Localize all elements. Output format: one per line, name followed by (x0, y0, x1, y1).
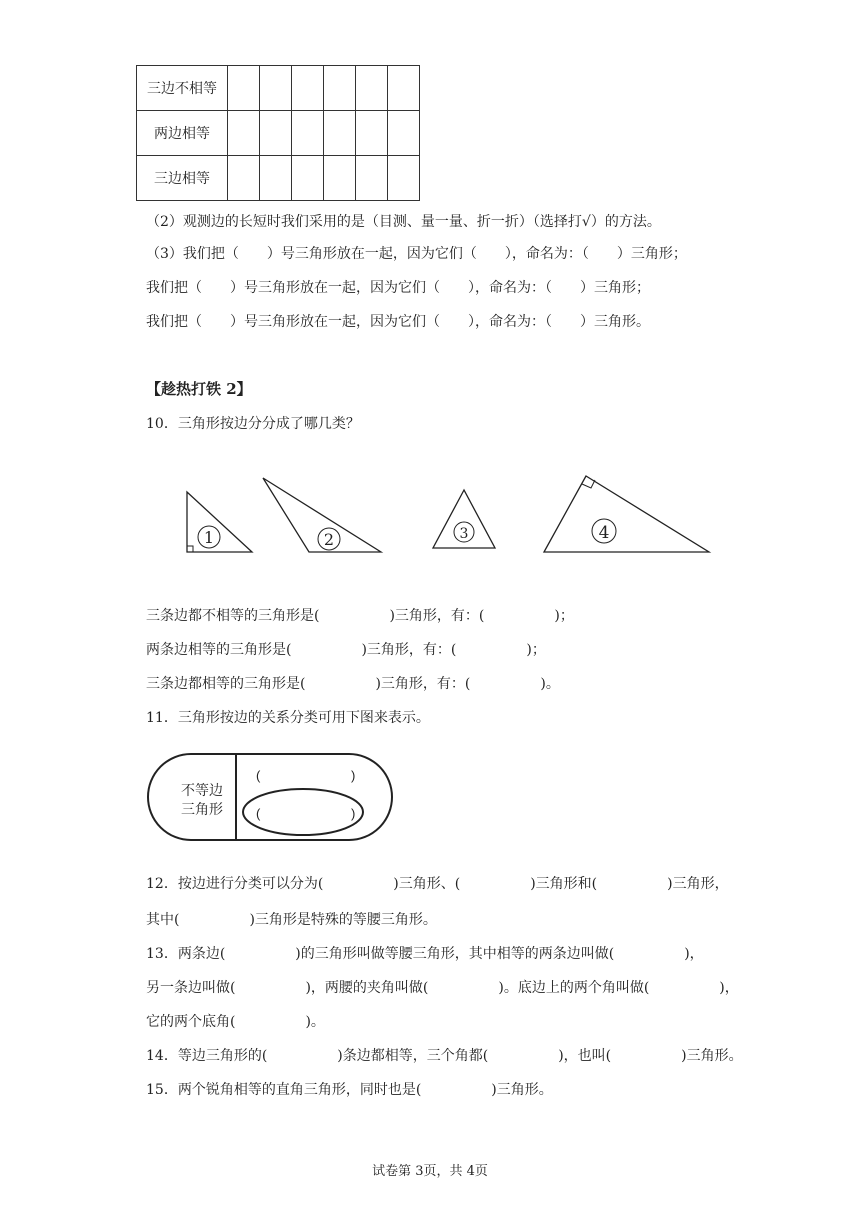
triangles-figure (180, 470, 720, 562)
blank-cell[interactable] (356, 111, 388, 156)
blank-cell[interactable] (260, 156, 292, 201)
question-12-line-2: 其中( )三角形是特殊的等腰三角形。 (146, 912, 437, 928)
question-13-line-2: 另一条边叫做( )，两腰的夹角叫做( )。底边上的两个角叫做( )， (146, 980, 739, 996)
blank-cell[interactable] (292, 111, 324, 156)
triangle-label-1: 1 (203, 528, 215, 547)
blank-cell[interactable] (388, 156, 420, 201)
question-13-line-3: 它的两个底角( )。 (146, 1014, 325, 1030)
row-label: 三边不相等 (137, 66, 228, 111)
blank-cell[interactable] (260, 66, 292, 111)
triangle-4 (544, 476, 709, 552)
blank-cell[interactable] (324, 156, 356, 201)
question-10-line-3: 三条边都相等的三角形是( )三角形，有：( )。 (146, 676, 560, 692)
blank-cell[interactable] (260, 111, 292, 156)
blank-cell[interactable] (228, 156, 260, 201)
table-row (137, 111, 420, 156)
table-row (137, 156, 420, 201)
outer-blank-close: ) (351, 768, 356, 783)
side-classification-table (136, 65, 420, 201)
question-10-stem: 10．三角形按边分分成了哪几类？ (146, 416, 360, 432)
blank-cell[interactable] (356, 156, 388, 201)
blank-cell[interactable] (388, 66, 420, 111)
question-9-part-3-line-1: （3）我们把（ ）号三角形放在一起，因为它们（ ），命名为：（ ）三角形； (146, 246, 687, 262)
outer-blank-open: ( (256, 768, 261, 783)
question-9-part-3-line-2: 我们把（ ）号三角形放在一起，因为它们（ ），命名为：（ ）三角形； (146, 280, 650, 296)
blank-cell[interactable] (388, 111, 420, 156)
question-10-line-1: 三条边都不相等的三角形是( )三角形，有：( )； (146, 608, 574, 624)
triangle-label-2: 2 (323, 530, 335, 549)
inner-blank-open: ( (256, 806, 261, 821)
classification-diagram (146, 752, 396, 844)
row-label: 两边相等 (137, 111, 228, 156)
blank-cell[interactable] (228, 66, 260, 111)
question-14: 14．等边三角形的( )条边都相等，三个角都( )，也叫( )三角形。 (146, 1048, 743, 1064)
question-13-line-1: 13．两条边( )的三角形叫做等腰三角形，其中相等的两条边叫做( )， (146, 946, 704, 962)
blank-cell[interactable] (356, 66, 388, 111)
page-footer: 试卷第 3页，共 4页 (372, 1164, 488, 1179)
blank-cell[interactable] (324, 111, 356, 156)
question-15: 15．两个锐角相等的直角三角形，同时也是( )三角形。 (146, 1082, 553, 1098)
triangle-3 (433, 490, 495, 548)
question-9-part-3-line-3: 我们把（ ）号三角形放在一起，因为它们（ ），命名为：（ ）三角形。 (146, 314, 650, 330)
triangle-label-4: 4 (598, 523, 610, 543)
table-row (137, 66, 420, 111)
blank-cell[interactable] (324, 66, 356, 111)
triangle-label-3: 3 (459, 526, 469, 542)
diagram-label-line-2: 三角形 (181, 801, 223, 817)
section-title: 【趁热打铁 2】 (146, 380, 252, 398)
question-12-line-1: 12．按边进行分类可以分为( )三角形、( )三角形和( )三角形， (146, 876, 729, 892)
blank-cell[interactable] (292, 66, 324, 111)
inner-blank-close: ) (351, 806, 356, 821)
question-11-stem: 11．三角形按边的关系分类可用下图来表示。 (146, 710, 430, 726)
triangle-1 (187, 492, 252, 552)
blank-cell[interactable] (292, 156, 324, 201)
question-9-part-2: （2）观测边的长短时我们采用的是（目测、量一量、折一折）（选择打√）的方法。 (146, 214, 661, 230)
triangle-2 (263, 478, 381, 552)
blank-cell[interactable] (228, 111, 260, 156)
question-10-line-2: 两条边相等的三角形是( )三角形，有：( )； (146, 642, 546, 658)
diagram-label-line-1: 不等边 (181, 782, 223, 798)
row-label: 三边相等 (137, 156, 228, 201)
